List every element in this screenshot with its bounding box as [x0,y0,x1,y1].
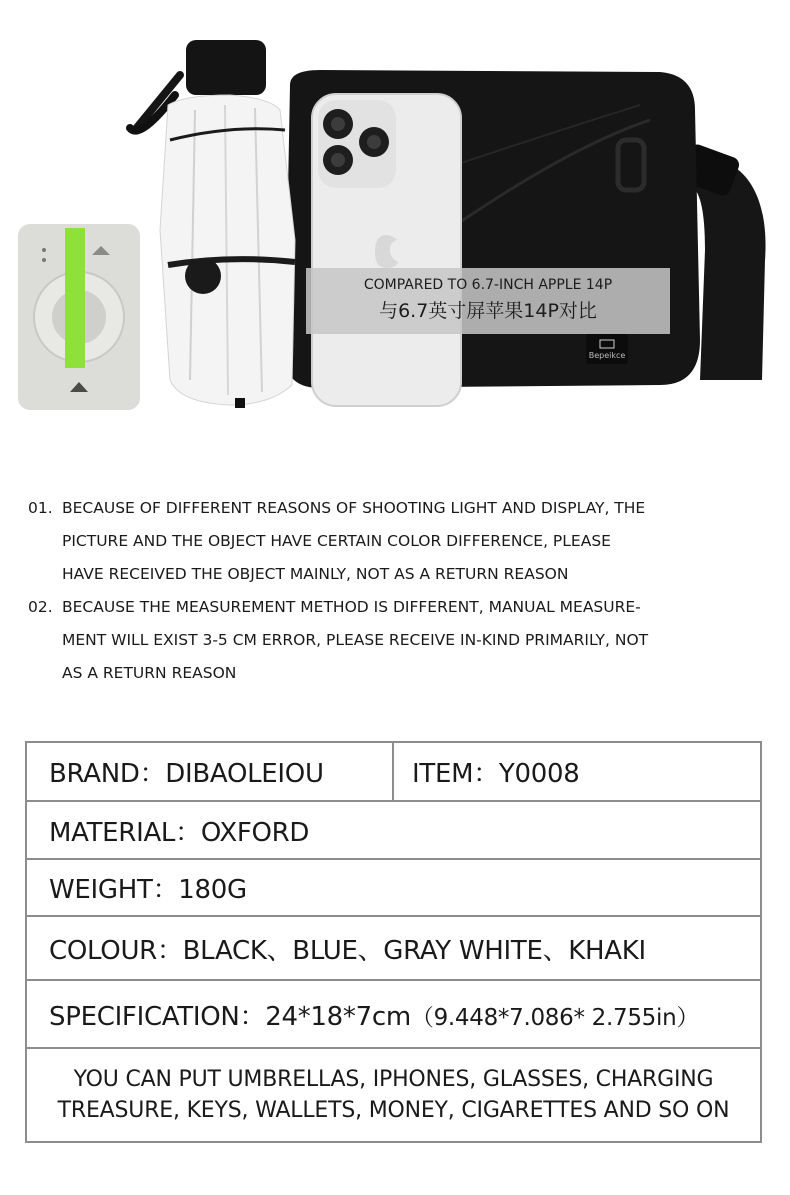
note-line: BECAUSE THE MEASUREMENT METHOD IS DIFFERENT, MANUAL MEASURE- [62,598,641,616]
power-bank-stripe [65,228,85,368]
caption-chinese: 与6.7英寸屏苹果14P对比 [379,300,597,322]
note-number: 02. [28,598,53,616]
brand-text: BRAND：DIBAOLEIOU [49,759,324,789]
specification-inches: （9.448*7.086* 2.755in） [410,1004,700,1031]
note-line: HAVE RECEIVED THE OBJECT MAINLY, NOT AS A RETURN REASON [62,565,569,583]
spec-row-colour [27,917,760,981]
umbrella-handle [186,40,266,95]
note-text [62,492,768,591]
notes-section [28,492,768,690]
comparison-caption [306,268,670,334]
brand-cell [27,743,394,800]
usage-line: YOU CAN PUT UMBRELLAS, IPHONES, GLASSES, CHARGING [73,1067,714,1092]
spec-row-weight [27,860,760,917]
material-text: MATERIAL：OXFORD [49,817,310,848]
bag-logo-text: Bepeikce [588,351,626,360]
item-text: ITEM：Y0008 [412,759,580,789]
note-number: 01. [28,499,53,517]
note-line: AS A RETURN REASON [62,664,237,682]
note-item [28,492,768,591]
specification-cell [27,996,699,1033]
spec-row-material [27,802,760,860]
note-text [62,591,768,690]
umbrella-button [185,258,221,294]
usage-line: TREASURE, KEYS, WALLETS, MONEY, CIGARETTES AND SO ON [57,1098,730,1123]
item-cell [394,753,579,790]
note-line: BECAUSE OF DIFFERENT REASONS OF SHOOTING LIGHT AND DISPLAY, THE [62,499,646,517]
colour-text: COLOUR：BLACK、BLUE、GRAY WHITE、KHAKI [49,935,646,966]
specification-text: SPECIFICATION：24*18*7cm [49,1001,411,1032]
note-line: MENT WILL EXIST 3-5 CM ERROR, PLEASE RECEIVE IN-KIND PRIMARILY, NOT [62,631,649,649]
product-photo [0,0,790,450]
product-illustration [0,0,790,450]
note-line: PICTURE AND THE OBJECT HAVE CERTAIN COLOR DIFFERENCE, PLEASE [62,532,611,550]
spec-row-specification [27,981,760,1049]
caption-english: COMPARED TO 6.7-INCH APPLE 14P [363,277,613,293]
spec-row-usage [27,1049,760,1141]
spec-table [25,741,762,1143]
note-item [28,591,768,690]
usage-text [27,1064,760,1126]
weight-text: WEIGHT：180G [49,875,247,905]
spec-row-brand-item [27,743,760,802]
